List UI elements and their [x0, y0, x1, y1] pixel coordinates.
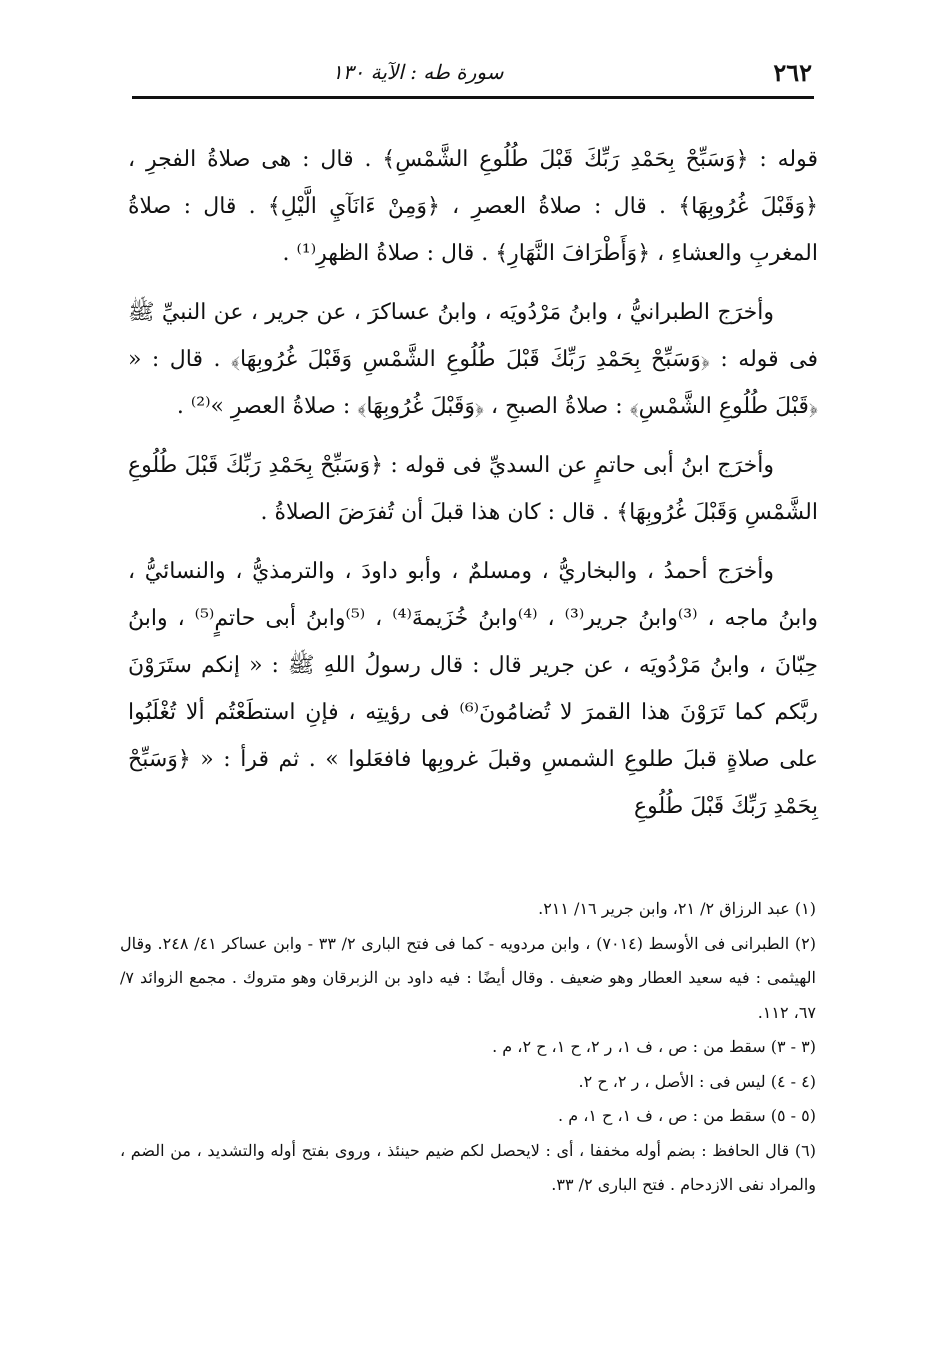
- footnote: (١) عبد الرزاق ٢/ ٢١، وابن جرير ١٦/ ٢١١.: [538, 899, 816, 918]
- main-text: [128, 136, 818, 842]
- running-title: سورة طه : الآية ١٣٠: [332, 60, 504, 84]
- paragraph: وأخرَج أحمدُ ، والبخاريُّ ، ومسلمٌ ، وأبو داودَ ، والترمذيُّ ، والنسائيُّ ، وابنُ ماجه ، ⁽³⁾وابنُ جرير⁽³⁾ ، ⁽⁴⁾وابنُ خُزَيمةَ⁽⁴⁾ ، ⁽⁵⁾وابنُ أبى حاتمٍ⁽⁵⁾ ، وابنُ حِبّانَ ، وابنُ مَرْدُويَه ، عن جرير قال : قال رسولُ اللهِ ﷺ : « إنكم ستَرَوْنَ ربَّكم كما تَرَوْنَ هذا القمرَ لا تُضامُونَ⁽⁶⁾ فى رؤيتِه ، فإنِ استطَعْتُم ألا تُغْلَبُوا على صلاةٍ قبلَ طلوعِ الشمسِ وقبلَ غروبِها فافعَلوا » . ثم قرأ : « ﴿وَسَبِّحْ بِحَمْدِ رَبِّكَ قَبْلَ طُلُوعِ: [128, 559, 819, 819]
- footnote: (٦) قال الحافظ : بضم أوله مخففا ، أى : لايحصل لكم ضيم حينئذ ، وروى بفتح أوله والتشديد ، من الضم ، والمراد نفى الازدحام . فتح البارى ٢/ ٣٣.: [120, 1140, 816, 1194]
- paragraph: وأخرَج الطبرانيُّ ، وابنُ مَرْدُويَه ، وابنُ عساكرَ ، عن جرير ، عن النبيِّ ﷺ فى قوله : ﴿وَسَبِّحْ بِحَمْدِ رَبِّكَ قَبْلَ طُلُوعِ الشَّمْسِ وَقَبْلَ غُرُوبِهَا﴾ . قال : « ﴿قَبْلَ طُلُوعِ الشَّمْسِ﴾ : صلاةُ الصبحِ ، ﴿وَقَبْلَ غُرُوبِهَا﴾ : صلاةُ العصرِ »⁽²⁾ .: [128, 300, 818, 419]
- page-header: [132, 52, 812, 92]
- header-divider: [132, 96, 814, 99]
- paragraph: قوله : ﴿وَسَبِّحْ بِحَمْدِ رَبِّكَ قَبْلَ طُلُوعِ الشَّمْسِ﴾ . قال : هى صلاةُ الفجرِ ، ﴿وَقَبْلَ غُرُوبِهَا﴾ . قال : صلاةُ العصرِ ، ﴿وَمِنْ ءَانَآيِ الَّيْلِ﴾ . قال : صلاةُ المغربِ والعشاءِ ، ﴿وَأَطْرَافَ النَّهَارِ﴾ . قال : صلاةُ الظهرِ⁽¹⁾ .: [128, 147, 818, 266]
- paragraph: وأخرَج ابنُ أبى حاتمٍ عن السديِّ فى قوله : ﴿وَسَبِّحْ بِحَمْدِ رَبِّكَ قَبْلَ طُلُوعِ الشَّمْسِ وَقَبْلَ غُرُوبِهَا﴾ . قال : كان هذا قبلَ أن تُفرَضَ الصلاةُ .: [128, 453, 818, 525]
- footnote: (٤ - ٤) ليس فى : الأصل ، ر ٢، ح ٢.: [578, 1071, 816, 1091]
- footnote: (٢) الطبرانى فى الأوسط (٧٠١٤) ، وابن مردويه - كما فى فتح البارى ٢/ ٣٣ - وابن عساكر ٤١/ ٢٤٨. وقال الهيثمى : فيه سعيد العطار وهو ضعيف . وقال أيضًا : فيه داود بن الزبرقان وهو متروك . مجمع الزوائد ٧/ ٦٧، ١١٢.: [120, 933, 817, 1022]
- footnotes: [120, 892, 816, 1203]
- footnote: (٣ - ٣) سقط من : ص ، ف ١، ر ٢، ح ١، ح ٢، م .: [492, 1037, 816, 1056]
- footnote: (٥ - ٥) سقط من : ص ، ف ١، ح ١، م .: [558, 1106, 816, 1125]
- page-number: ٢٦٢: [773, 58, 812, 87]
